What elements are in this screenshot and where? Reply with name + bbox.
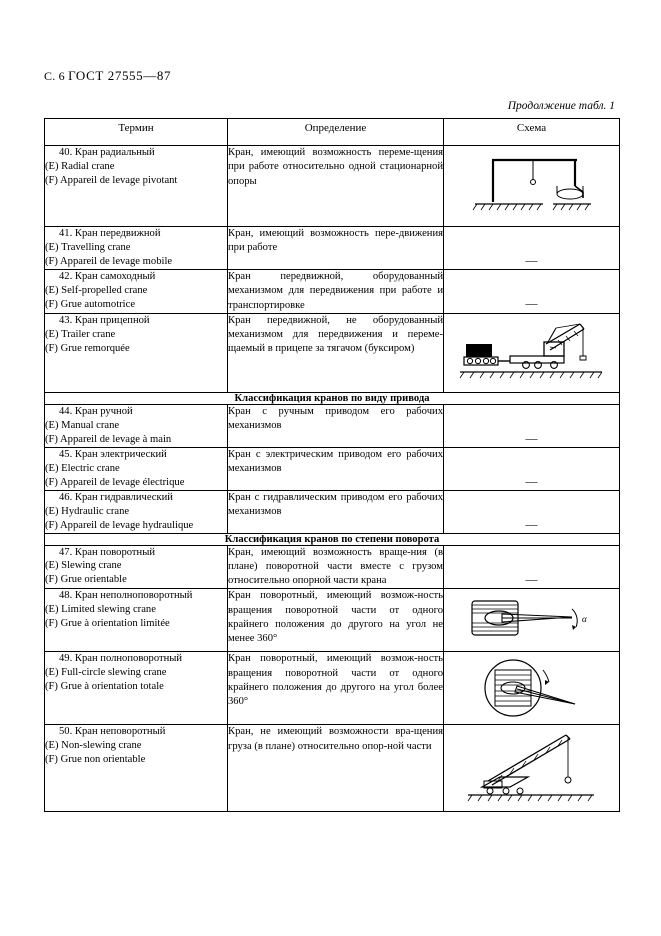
definition-cell: Кран, не имеющий возможности вра-щения груза (в плане) относительно опор-ной части <box>228 725 444 812</box>
term-line: (F) Appareil de levage hydraulique <box>45 519 194 531</box>
table-row <box>45 490 620 533</box>
term-line: (Е) Self-propelled crane <box>45 284 148 296</box>
term-cell <box>45 589 228 652</box>
term-line: 49. Кран полноповоротный <box>59 653 183 665</box>
term-line: (F) Grue à orientation totale <box>45 681 164 693</box>
term-cell <box>45 490 228 533</box>
scheme-cell <box>444 490 620 533</box>
term-line: (Е) Manual crane <box>45 419 120 431</box>
term-cell <box>45 725 228 812</box>
definition-cell: Кран передвижной, оборудованный механизмом для передвижения при работе и транспортировке <box>228 269 444 313</box>
term-line: (F) Grue non orientable <box>45 754 146 766</box>
scheme-dash: — <box>525 571 538 586</box>
non-slewing-diagram <box>444 725 619 811</box>
definition-cell: Кран, имеющий возможность переме-щения при работе относительно одной стационарной опоры <box>228 146 444 227</box>
table-row <box>45 227 620 270</box>
term-line: (Е) Electric crane <box>45 462 120 474</box>
section-title: Классификация кранов по виду привода <box>45 392 620 404</box>
limited-slewing-diagram <box>444 589 619 651</box>
scheme-dash: — <box>525 516 538 531</box>
term-line: 41. Кран передвижной <box>59 228 161 239</box>
definition-cell: Кран с гидравлическим приводом его рабочих механизмов <box>228 490 444 533</box>
term-line: 40. Кран радиальный <box>59 147 155 158</box>
scheme-dash: — <box>525 295 538 310</box>
term-line: 46. Кран гидравлический <box>59 491 173 503</box>
term-cell <box>45 227 228 270</box>
scheme-cell <box>444 725 620 812</box>
scheme-cell <box>444 447 620 490</box>
scheme-cell <box>444 269 620 313</box>
column-header-definition: Определение <box>228 119 444 146</box>
table-header-row <box>45 119 620 146</box>
term-line: (F) Grue remorquée <box>45 342 130 354</box>
term-line: (F) Appareil de levage pivotant <box>45 174 178 186</box>
scheme-cell <box>444 227 620 270</box>
column-header-scheme: Схема <box>444 119 620 146</box>
term-line: (Е) Trailer crane <box>45 328 116 340</box>
term-line: (F) Appareil de levage électrique <box>45 476 185 488</box>
term-line: 45. Кран электрический <box>59 448 167 460</box>
term-line: (F) Appareil de levage à main <box>45 433 172 445</box>
standard-number: ГОСТ 27555—87 <box>68 68 172 83</box>
section-row <box>45 392 620 404</box>
table-row <box>45 725 620 812</box>
definition-cell: Кран, имеющий возможность пере-движения при работе <box>228 227 444 270</box>
term-cell <box>45 313 228 392</box>
term-line: (F) Appareil de levage mobile <box>45 255 173 267</box>
definition-cell: Кран поворотный, имеющий возмож-ность вращения поворотной части от одного крайнего положения до другого на угол более 360° <box>228 652 444 725</box>
term-line: (Е) Limited slewing crane <box>45 604 156 616</box>
svg-text:α: α <box>582 614 587 625</box>
term-line: 47. Кран поворотный <box>59 546 156 558</box>
table-row <box>45 545 620 589</box>
term-line: (Е) Radial crane <box>45 160 115 172</box>
scheme-cell <box>444 404 620 447</box>
section-row <box>45 533 620 545</box>
scheme-cell <box>444 146 620 227</box>
section-title: Классификация кранов по степени поворота <box>45 533 620 545</box>
page-number: С. 6 <box>44 69 65 83</box>
scheme-cell <box>444 313 620 392</box>
table-row <box>45 404 620 447</box>
term-line: (F) Grue automotrice <box>45 298 136 310</box>
continuation-note: Продолжение табл. 1 <box>507 100 615 112</box>
term-cell <box>45 652 228 725</box>
term-cell <box>45 146 228 227</box>
term-line: (F) Grue orientable <box>45 574 127 586</box>
term-cell <box>45 269 228 313</box>
term-line: (Е) Non-slewing crane <box>45 740 142 752</box>
table-row <box>45 447 620 490</box>
scheme-cell <box>444 545 620 589</box>
term-line: 43. Кран прицепной <box>59 314 150 326</box>
definition-cell: Кран передвижной, не оборудованный механизмом для передвижения и переме-щаемый в прицепе за тягачом (буксиром) <box>228 313 444 392</box>
full-slewing-diagram <box>444 652 619 724</box>
definition-cell: Кран поворотный, имеющий возмож-ность вращения поворотной части от одного крайнего положения до другого на угол не менее 360° <box>228 589 444 652</box>
scheme-cell <box>444 652 620 725</box>
table-row <box>45 269 620 313</box>
term-line: (Е) Slewing crane <box>45 560 122 572</box>
term-line: (Е) Travelling crane <box>45 241 131 253</box>
term-cell <box>45 447 228 490</box>
table-row <box>45 589 620 652</box>
table-row <box>45 652 620 725</box>
table-row <box>45 146 620 227</box>
term-cell <box>45 404 228 447</box>
scheme-dash: — <box>525 473 538 488</box>
column-header-term: Термин <box>45 119 228 146</box>
term-cell <box>45 545 228 589</box>
scheme-cell <box>444 589 620 652</box>
term-line: 50. Кран неповоротный <box>59 726 166 738</box>
term-line: (Е) Full-circle slewing crane <box>45 667 167 679</box>
terms-table <box>44 118 620 812</box>
term-line: (Е) Hydraulic crane <box>45 505 130 517</box>
term-line: 42. Кран самоходный <box>59 270 156 282</box>
definition-cell: Кран, имеющий возможность враще-ния (в плане) поворотной части вместе с грузом относительно опорной части крана <box>228 545 444 589</box>
page-header <box>44 68 171 84</box>
term-line: 48. Кран неполноповоротный <box>59 590 193 602</box>
scheme-dash: — <box>525 430 538 445</box>
term-line: 44. Кран ручной <box>59 405 133 417</box>
scheme-dash: — <box>525 253 538 267</box>
term-line: (F) Grue à orientation limitée <box>45 618 170 630</box>
table-row <box>45 313 620 392</box>
trailer-crane-diagram <box>444 314 619 392</box>
definition-cell: Кран с электрическим приводом его рабочих механизмов <box>228 447 444 490</box>
radial-crane-diagram <box>444 146 619 226</box>
definition-cell: Кран с ручным приводом его рабочих механизмов <box>228 404 444 447</box>
